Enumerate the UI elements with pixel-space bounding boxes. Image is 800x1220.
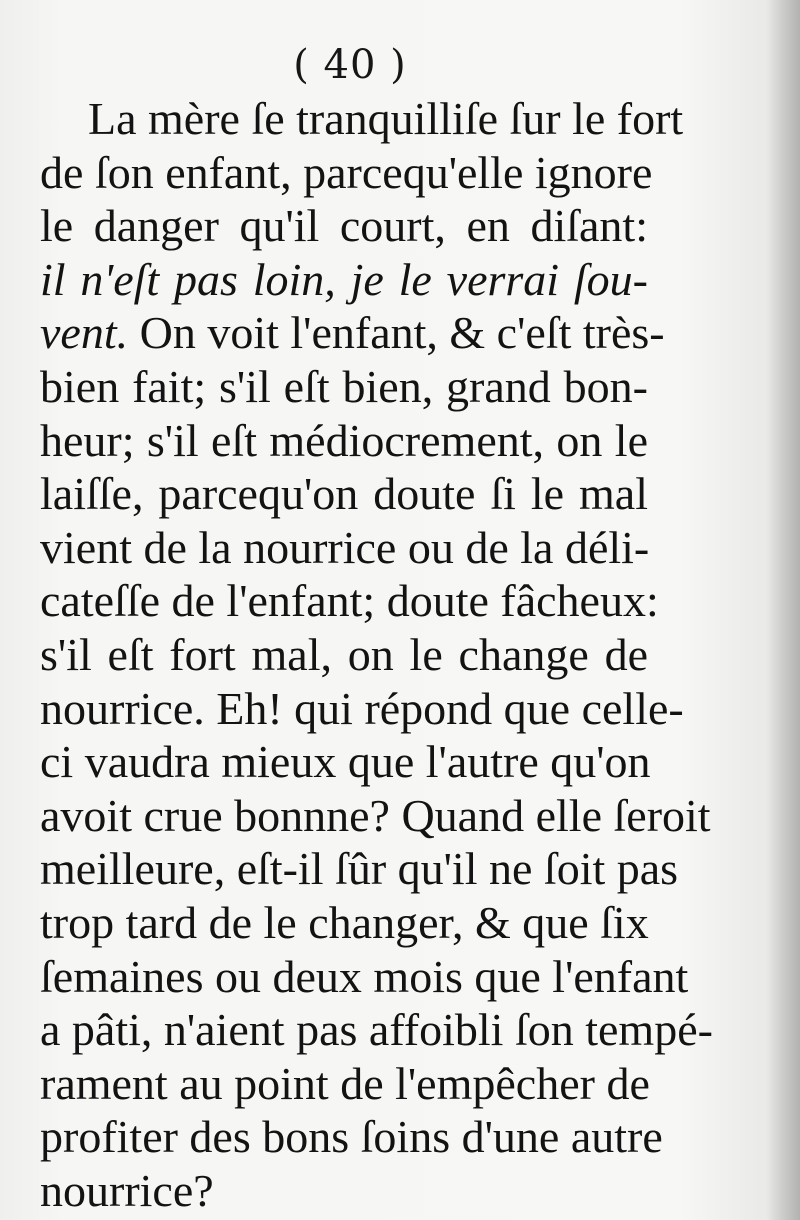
text-line: meilleure, eſt-il ſûr qu'il ne ſoit pas	[40, 843, 679, 895]
text-line: vient de la nourrice ou de la déli-	[40, 521, 650, 573]
text-line-italic: il n'eſt pas loin, je le verrai ſou-	[40, 253, 648, 305]
text-line: de ſon enfant, parcequ'elle ignore	[40, 146, 653, 198]
text-fragment: On voit l'enfant, & c'eſt très-	[128, 307, 665, 359]
italic-fragment: vent.	[40, 307, 129, 359]
text-line	[40, 306, 665, 360]
text-line: laiſſe, parcequ'on doute ſi le mal	[40, 468, 648, 520]
text-line: profiter des bons ſoins d'une autre	[40, 1111, 663, 1163]
text-line: La mère ſe tranquilliſe ſur le fort	[88, 93, 684, 144]
text-line: a pâti, n'aient pas affoibli ſon tempé-	[40, 1004, 713, 1056]
text-line: cateſſe de l'enfant; doute fâcheux:	[40, 575, 659, 627]
text-line: trop tard de le changer, & que ſix	[40, 896, 649, 948]
text-line: ſemaines ou deux mois que l'enfant	[40, 950, 689, 1002]
text-line: bien fait; s'il eſt bien, grand bon-	[40, 360, 648, 412]
text-line: rament au point de l'empêcher de	[40, 1057, 650, 1109]
page-number: ( 40 )	[293, 42, 407, 88]
text-line: s'il eſt fort mal, on le change de	[40, 628, 648, 680]
text-line: ci vaudra mieux que l'autre qu'on	[40, 736, 651, 788]
text-line: avoit crue bonnne? Quand elle ſeroit	[40, 789, 711, 841]
page-edge-shadow	[766, 0, 800, 1220]
text-line: nourrice?	[40, 1164, 214, 1216]
text-line: heur; s'il eſt médiocrement, on le	[40, 414, 648, 466]
text-line: nourrice. Eh! qui répond que celle-	[40, 682, 684, 734]
body-text	[40, 92, 713, 1217]
text-line: le danger qu'il court, en diſant:	[40, 200, 648, 252]
